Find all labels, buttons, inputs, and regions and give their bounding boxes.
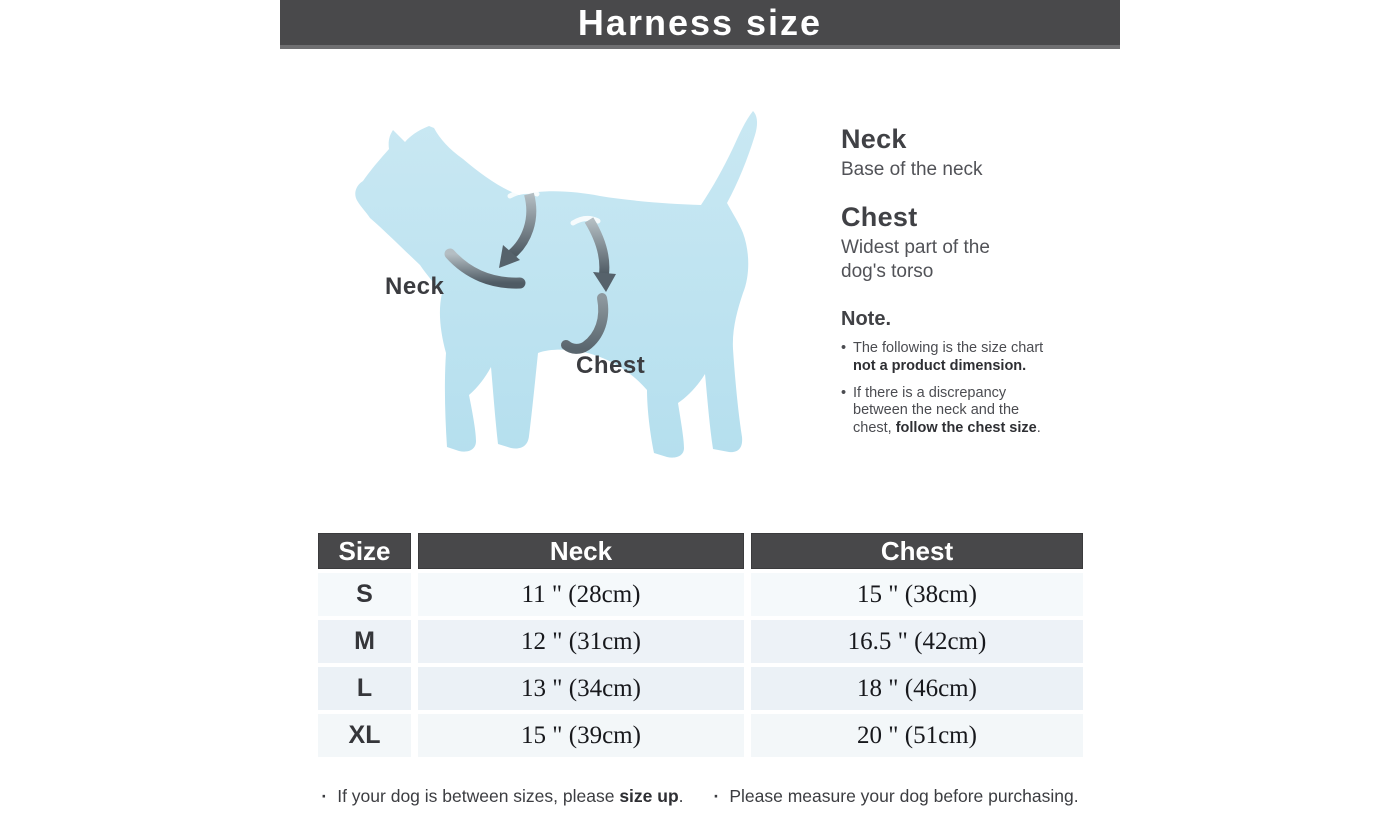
- chest-value-cell: 15 " (38cm): [751, 573, 1083, 616]
- footer-notes: [0, 786, 1400, 807]
- page-title: Harness size: [577, 1, 823, 43]
- chest-value-cell: 20 " (51cm): [751, 714, 1083, 757]
- size-cell: L: [318, 667, 411, 710]
- diagram-neck-label: Neck: [385, 273, 445, 300]
- table-row: [318, 667, 1083, 710]
- footer-note-item: · If your dog is between sizes, please size up.: [321, 786, 683, 807]
- diagram-chest-label: Chest: [576, 352, 646, 379]
- dog-measurement-diagram: [330, 90, 810, 480]
- neck-value-cell: 13 " (34cm): [418, 667, 744, 710]
- chest-heading: Chest: [841, 201, 918, 232]
- chest-description: Widest part of the dog's torso: [841, 236, 990, 282]
- neck-description: Base of the neck: [841, 159, 983, 180]
- footer-note-item: · Please measure your dog before purchasing.: [714, 786, 1079, 807]
- size-cell: XL: [318, 714, 411, 757]
- title-bar: [280, 0, 1120, 49]
- table-row: [318, 573, 1083, 616]
- note-list: [841, 340, 1063, 437]
- note-heading: Note.: [841, 308, 891, 331]
- chest-value-cell: 16.5 " (42cm): [751, 620, 1083, 663]
- table-row: [318, 714, 1083, 757]
- chest-value-cell: 18 " (46cm): [751, 667, 1083, 710]
- column-header-size: Size: [318, 533, 411, 569]
- note-item: • The following is the size chart not a product dimension.: [841, 340, 1056, 375]
- neck-heading: Neck: [841, 124, 907, 154]
- column-header-chest: Chest: [751, 533, 1083, 569]
- size-cell: M: [318, 620, 411, 663]
- table-row: [318, 620, 1083, 663]
- note-item: • If there is a discrepancy between the neck and the chest, follow the chest size.: [841, 385, 1056, 438]
- size-table: [318, 533, 1083, 757]
- neck-value-cell: 12 " (31cm): [418, 620, 744, 663]
- size-table-header: [318, 533, 1083, 569]
- neck-value-cell: 15 " (39cm): [418, 714, 744, 757]
- size-cell: S: [318, 573, 411, 616]
- column-header-neck: Neck: [418, 533, 744, 569]
- measurement-info-panel: [841, 124, 1063, 438]
- neck-value-cell: 11 " (28cm): [418, 573, 744, 616]
- size-table-body: [318, 573, 1083, 757]
